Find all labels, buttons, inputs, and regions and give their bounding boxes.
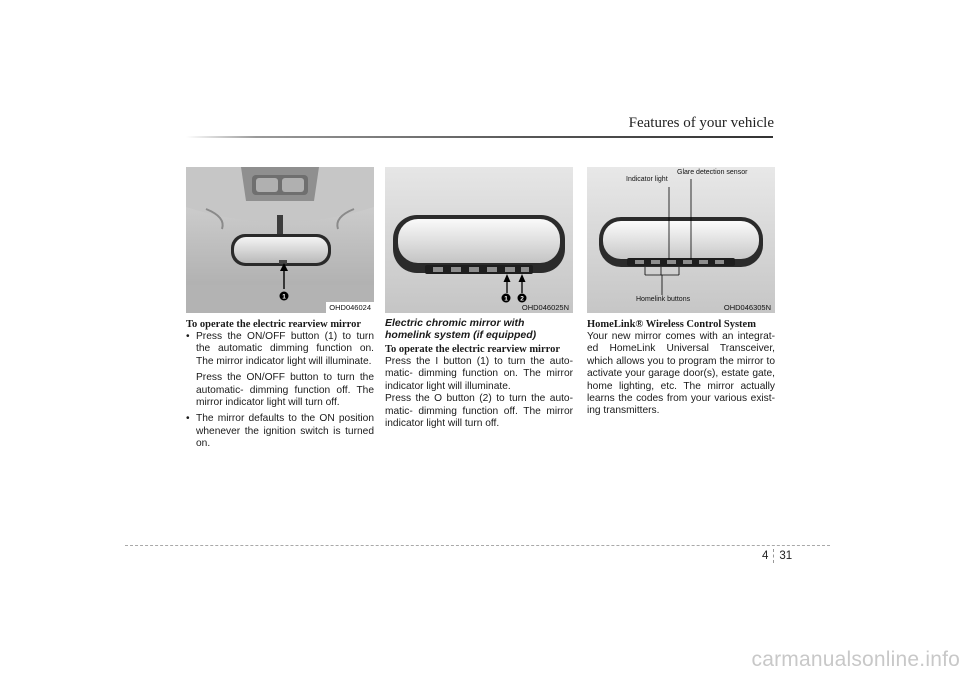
page-number-value: 31: [779, 550, 793, 562]
column-3: [587, 167, 775, 418]
footer-rule: [125, 545, 830, 546]
figure-overhead-mirror: [186, 167, 374, 313]
figure-homelink-mirror: [385, 167, 573, 313]
figure-code: OHD046305N: [723, 303, 771, 312]
figure-code: OHD046025N: [521, 303, 569, 312]
bullet-item: • The mirror defaults to the ON position whenever the ignition switch is turned on.: [186, 413, 374, 450]
svg-text:2: 2: [520, 295, 524, 303]
indicator-light-label: Indicator light: [626, 176, 668, 183]
section-heading: To operate the electric rearview mirror: [385, 344, 561, 355]
sub-paragraph: Press the ON/OFF button to turn the automatic- dimming function off. The mirror indicator light will turn off.: [196, 372, 374, 409]
paragraph: Press the O button (2) to turn the auto- matic- dimming function off. The mirror indicator light will turn off.: [385, 393, 573, 430]
paragraph: Press the I button (1) to turn the auto- matic- dimming function on. The mirror indicator light will illuminate.: [385, 356, 573, 392]
page-number: [762, 549, 792, 563]
column-2: [385, 167, 573, 430]
mirror-callout-illustration: [587, 167, 775, 313]
mirror-illustration: [385, 167, 573, 313]
figure-homelink-callouts: [587, 167, 775, 313]
homelink-buttons-label: Homelink buttons: [636, 296, 691, 303]
paragraph: Your new mirror comes with an integrat- ed HomeLink Universal Transceiver, which allows you to program the mirror to activate your garage door(s), estate gate, home lighting, etc. The mirror actually learns the codes from your various exist- ing transmitters.: [587, 331, 775, 417]
chapter-number: 4: [762, 550, 769, 562]
header-rule: [186, 136, 773, 138]
svg-text:1: 1: [282, 293, 286, 301]
page-number-separator: [773, 549, 774, 563]
figure-code: OHD046024: [326, 302, 374, 313]
mirror-photo-illustration: [186, 167, 374, 313]
column-1: [186, 167, 374, 451]
section-heading: To operate the electric rearview mirror: [186, 319, 362, 330]
svg-text:1: 1: [504, 295, 508, 303]
page-header-title: Features of your vehicle: [628, 115, 774, 131]
glare-sensor-label: Glare detection sensor: [677, 169, 748, 176]
section-heading: HomeLink® Wireless Control System: [587, 319, 756, 330]
bullet-item: • Press the ON/OFF button (1) to turn the automatic dimming function on. The mirror indicator light will illuminate.: [186, 331, 374, 368]
watermark: carmanualsonline.info: [751, 648, 960, 671]
section-title: Electric chromic mirror with homelink system (if equipped): [385, 317, 537, 341]
